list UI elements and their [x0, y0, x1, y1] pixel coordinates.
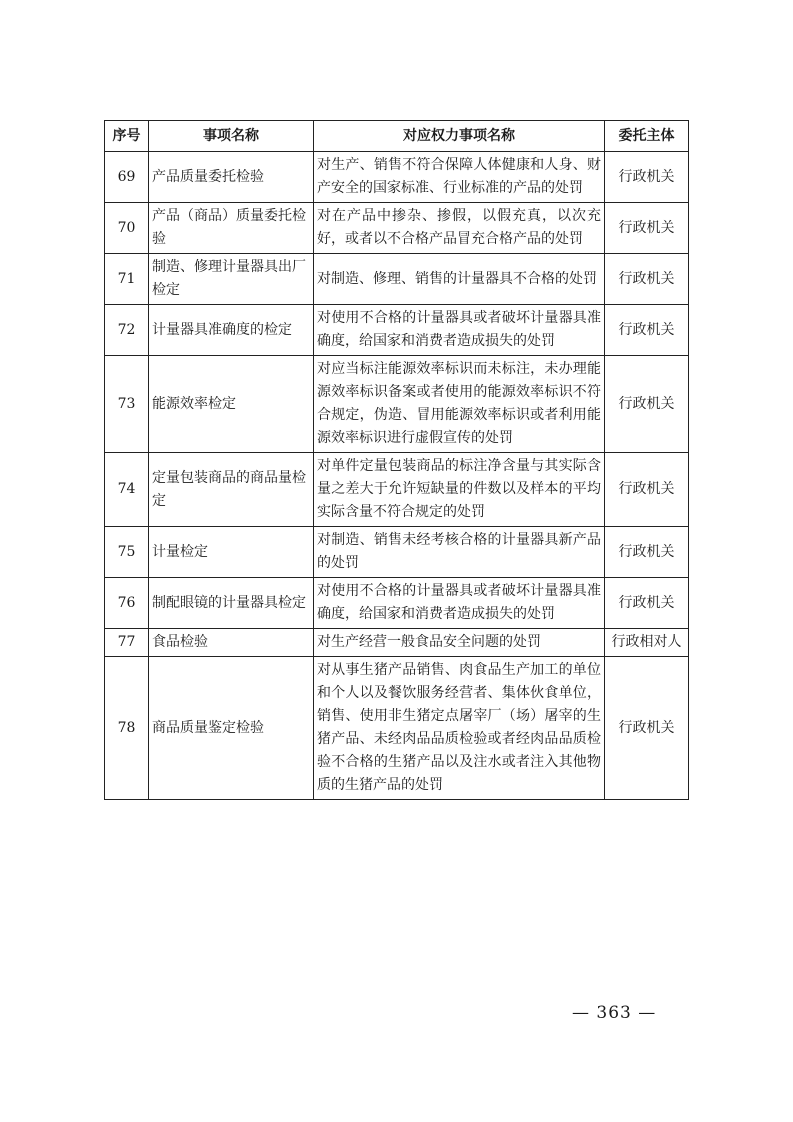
row-power: 对使用不合格的计量器具或者破坏计量器具准确度，给国家和消费者造成损失的处罚 — [314, 578, 605, 629]
row-power: 对使用不合格的计量器具或者破坏计量器具准确度，给国家和消费者造成损失的处罚 — [314, 305, 605, 356]
row-no: 74 — [105, 453, 149, 527]
table-row — [105, 203, 689, 254]
row-power: 对制造、销售未经考核合格的计量器具新产品的处罚 — [314, 527, 605, 578]
table-row — [105, 254, 689, 305]
row-no: 77 — [105, 629, 149, 657]
row-item: 能源效率检定 — [149, 356, 314, 453]
table-row — [105, 152, 689, 203]
row-subject: 行政机关 — [605, 578, 689, 629]
row-item: 计量检定 — [149, 527, 314, 578]
table-row — [105, 305, 689, 356]
table-row — [105, 453, 689, 527]
row-power: 对应当标注能源效率标识而未标注，未办理能源效率标识备案或者使用的能源效率标识不符合规定，伪造、冒用能源效率标识或者利用能源效率标识进行虚假宣传的处罚 — [314, 356, 605, 453]
row-subject: 行政机关 — [605, 254, 689, 305]
row-power: 对生产经营一般食品安全问题的处罚 — [314, 629, 605, 657]
row-item: 产品（商品）质量委托检验 — [149, 203, 314, 254]
row-no: 76 — [105, 578, 149, 629]
table-row — [105, 657, 689, 800]
row-no: 69 — [105, 152, 149, 203]
header-no: 序号 — [105, 121, 149, 152]
row-item: 产品质量委托检验 — [149, 152, 314, 203]
row-no: 78 — [105, 657, 149, 800]
row-subject: 行政机关 — [605, 305, 689, 356]
row-subject: 行政机关 — [605, 657, 689, 800]
table-row — [105, 578, 689, 629]
header-item: 事项名称 — [149, 121, 314, 152]
header-power: 对应权力事项名称 — [314, 121, 605, 152]
table-header-row — [105, 121, 689, 152]
header-subject: 委托主体 — [605, 121, 689, 152]
row-subject: 行政机关 — [605, 203, 689, 254]
table-row — [105, 527, 689, 578]
row-subject: 行政机关 — [605, 453, 689, 527]
table-row — [105, 629, 689, 657]
row-item: 制造、修理计量器具出厂检定 — [149, 254, 314, 305]
row-item: 商品质量鉴定检验 — [149, 657, 314, 800]
row-no: 75 — [105, 527, 149, 578]
row-subject: 行政机关 — [605, 527, 689, 578]
row-power: 对在产品中掺杂、掺假，以假充真，以次充好，或者以不合格产品冒充合格产品的处罚 — [314, 203, 605, 254]
row-item: 制配眼镜的计量器具检定 — [149, 578, 314, 629]
row-no: 70 — [105, 203, 149, 254]
row-power: 对单件定量包装商品的标注净含量与其实际含量之差大于允许短缺量的件数以及样本的平均实际含量不符合规定的处罚 — [314, 453, 605, 527]
table-row — [105, 356, 689, 453]
row-subject: 行政相对人 — [605, 629, 689, 657]
row-power: 对从事生猪产品销售、肉食品生产加工的单位和个人以及餐饮服务经营者、集体伙食单位，销售、使用非生猪定点屠宰厂（场）屠宰的生猪产品、未经肉品品质检验或者经肉品品质检验不合格的生猪产品以及注水或者注入其他物质的生猪产品的处罚 — [314, 657, 605, 800]
row-no: 71 — [105, 254, 149, 305]
row-item: 计量器具准确度的检定 — [149, 305, 314, 356]
row-item: 食品检验 — [149, 629, 314, 657]
row-power: 对生产、销售不符合保障人体健康和人身、财产安全的国家标准、行业标准的产品的处罚 — [314, 152, 605, 203]
row-item: 定量包装商品的商品量检定 — [149, 453, 314, 527]
row-subject: 行政机关 — [605, 152, 689, 203]
row-no: 73 — [105, 356, 149, 453]
enforcement-items-table — [104, 120, 689, 800]
row-power: 对制造、修理、销售的计量器具不合格的处罚 — [314, 254, 605, 305]
page-number: — 363 — — [572, 1003, 657, 1023]
row-no: 72 — [105, 305, 149, 356]
row-subject: 行政机关 — [605, 356, 689, 453]
